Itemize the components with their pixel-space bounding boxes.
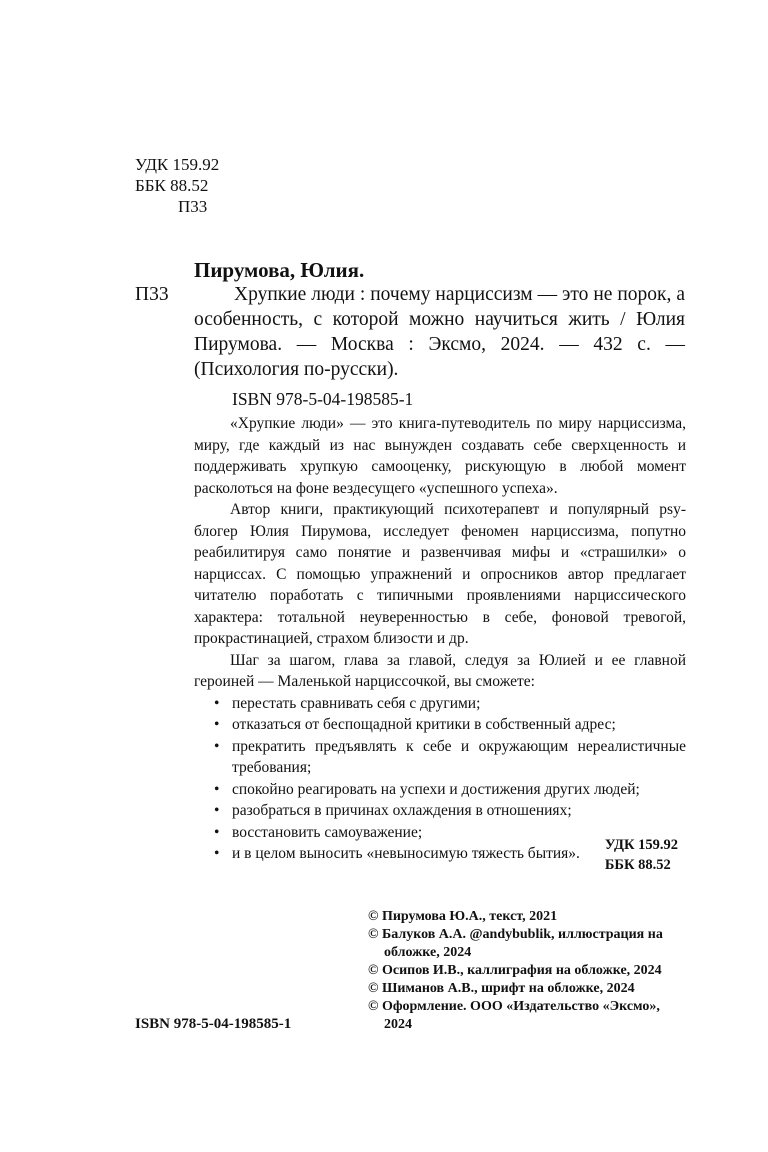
footer-bbk: ББК 88.52 bbox=[604, 857, 671, 873]
annotation bbox=[194, 413, 686, 865]
copyright-line: © Пирумова Ю.А., текст, 2021 bbox=[368, 909, 558, 924]
list-item: • отказаться от беспощадной критики в собственный адрес; bbox=[194, 714, 686, 736]
author-heading: Пирумова, Юлия. bbox=[194, 258, 365, 282]
annotation-paragraph: Автор книги, практикующий психотерапевт и популярный psy-блогер Юлия Пирумова, исследует феномен нарциссизма, попутно реабилитируя само понятие и развенчивая мифы и «страшилки» о нарциссах. С помощью упражнений и опросников автор предлагает читателю поработать с типичными проявлениями нарциссического характера: тотальной неуверенностью в себе, фоновой тревогой, прокрастинацией, страхом близости и др. bbox=[194, 501, 686, 647]
list-item: • и в целом выносить «невыносимую тяжесть бытия». bbox=[194, 843, 686, 865]
list-item: • разобраться в причинах охлаждения в отношениях; bbox=[194, 800, 686, 822]
annotation-paragraph: «Хрупкие люди» — это книга-путеводитель по миру нарциссизма, миру, где каждый из нас вынужден создавать себе сверхценность и поддерживать хрупкую самооценку, рискующую в любой момент расколоться на фоне вездесущего «успешного успеха». bbox=[194, 415, 686, 497]
copyright-line: © Балуков А.А. @andybublik, иллюстрация на обложке, 2024 bbox=[368, 927, 663, 960]
bullet-icon: • bbox=[214, 716, 220, 733]
copyright-line: © Оформление. ООО «Издательство «Эксмо», 2024 bbox=[368, 999, 660, 1032]
list-item: • прекратить предъявлять к себе и окружающим нереалистичные требования; bbox=[214, 737, 686, 776]
annotation-paragraph: Шаг за шагом, глава за главой, следуя за Юлией и ее главной героиней — Маленькой нарциссочкой, вы сможете: bbox=[194, 651, 686, 690]
bullet-icon: • bbox=[214, 823, 220, 841]
bullet-icon: • bbox=[214, 694, 220, 712]
footer-udk: УДК 159.92 bbox=[604, 837, 678, 853]
bullet-icon: • bbox=[214, 737, 220, 755]
record-signature: П33 bbox=[135, 284, 169, 305]
udk-code: УДК 159.92 bbox=[135, 155, 220, 174]
list-item: • восстановить самоуважение; bbox=[194, 822, 686, 844]
bullet-icon: • bbox=[214, 845, 220, 862]
list-item: • перестать сравнивать себя с другими; bbox=[194, 693, 686, 715]
copyright-line: © Осипов И.В., каллиграфия на обложке, 2024 bbox=[368, 963, 662, 978]
bullet-icon: • bbox=[214, 780, 220, 798]
copyright-line: © Шиманов А.В., шрифт на обложке, 2024 bbox=[368, 981, 635, 996]
classification-codes bbox=[135, 154, 219, 217]
footer-isbn: ISBN 978-5-04-198585-1 bbox=[135, 1016, 292, 1032]
footer-classification bbox=[605, 835, 678, 875]
list-item: • спокойно реагировать на успехи и достижения других людей; bbox=[194, 779, 686, 801]
bibliographic-description: Хрупкие люди : почему нарциссизм — это не порок, а особенность, с которой можно научиться жить / Юлия Пирумова. — Москва : Эксмо, 2024. — 432 с. — (Психология по-русски). bbox=[194, 284, 685, 380]
author-sign: П33 bbox=[178, 197, 208, 216]
bbk-code: ББК 88.52 bbox=[135, 176, 209, 195]
bullet-icon: • bbox=[214, 802, 220, 819]
record-isbn: ISBN 978-5-04-198585-1 bbox=[232, 389, 414, 409]
copyright-block bbox=[368, 908, 688, 1034]
